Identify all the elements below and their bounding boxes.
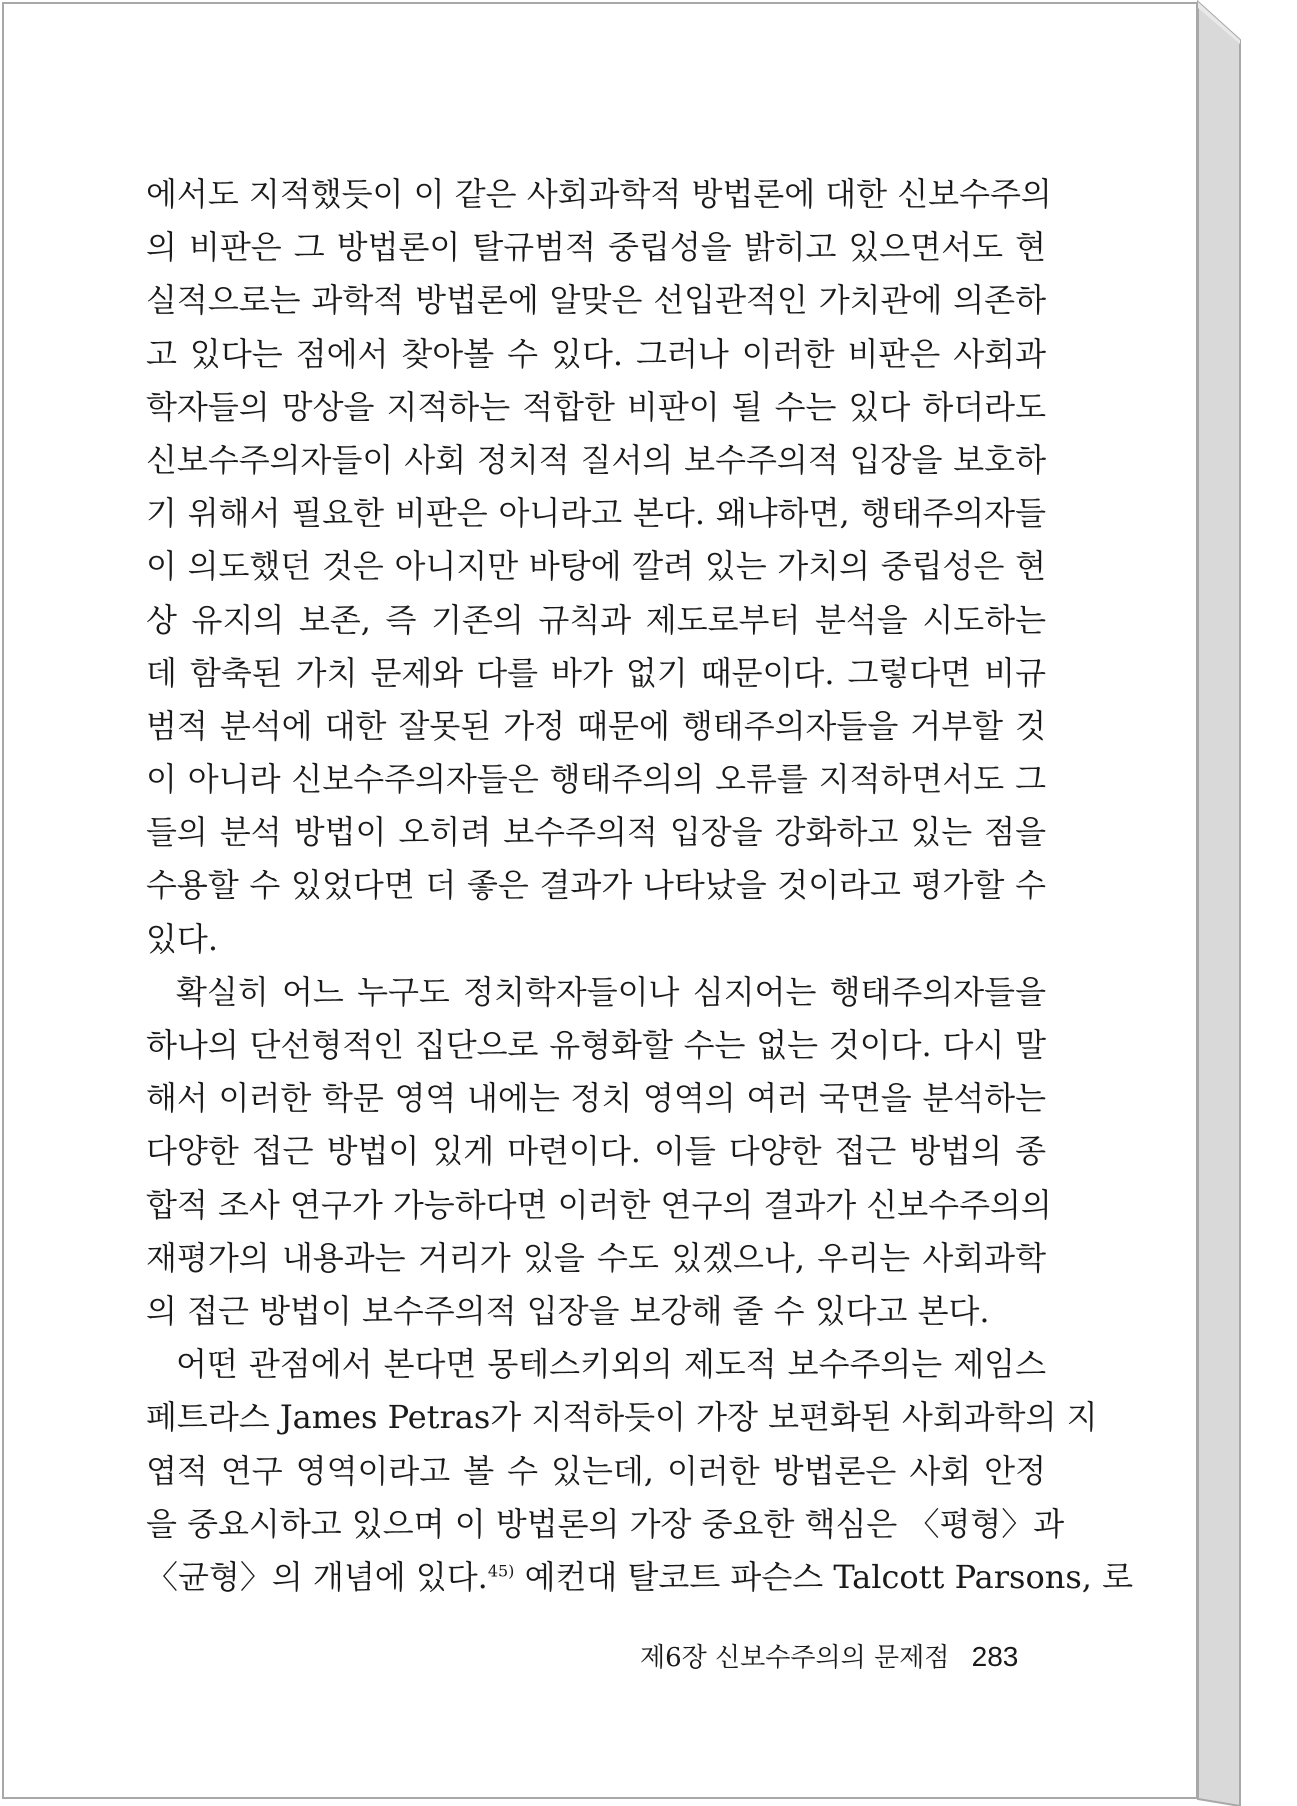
footnote-marker: 45) bbox=[487, 1561, 515, 1581]
text-line: 하나의 단선형적인 집단으로 유형화할 수는 없는 것이다. 다시 말 bbox=[146, 1026, 1046, 1064]
text-line: 합적 조사 연구가 가능하다면 이러한 연구의 결과가 신보수주의의 bbox=[146, 1185, 1052, 1224]
text-line: 이 아니라 신보수주의자들은 행태주의의 오류를 지적하면서도 그 bbox=[146, 760, 1046, 799]
text-line: 들의 분석 방법이 오히려 보수주의적 입장을 강화하고 있는 점을 bbox=[146, 813, 1046, 852]
text-line: 실적으로는 과학적 방법론에 알맞은 선입관적인 가치관에 의존하 bbox=[146, 281, 1046, 320]
body-text bbox=[146, 168, 1134, 1604]
page-number: 283 bbox=[971, 1641, 1019, 1672]
paragraph-start-line: 확실히 어느 누구도 정치학자들이나 심지어는 행태주의자들을 bbox=[176, 972, 1046, 1011]
running-footer bbox=[640, 1637, 1020, 1674]
text-line: 범적 분석에 대한 잘못된 가정 때문에 행태주의자들을 거부할 것 bbox=[146, 706, 1046, 745]
text-line: 을 중요시하고 있으며 이 방법론의 가장 중요한 핵심은 〈평형〉과 bbox=[146, 1504, 1065, 1543]
paragraph-start-line: 어떤 관점에서 본다면 몽테스키외의 제도적 보수주의는 제임스 bbox=[176, 1345, 1046, 1384]
text-line: 의 접근 방법이 보수주의적 입장을 보강해 줄 수 있다고 본다. bbox=[146, 1291, 990, 1330]
text-line: 의 비판은 그 방법론이 탈규범적 중립성을 밝히고 있으면서도 현 bbox=[146, 228, 1046, 267]
text-line: 데 함축된 가치 문제와 다를 바가 없기 때문이다. 그렇다면 비규 bbox=[146, 653, 1046, 692]
text-line: 학자들의 망상을 지적하는 적합한 비판이 될 수는 있다 하더라도 bbox=[146, 387, 1046, 426]
text-line: 다양한 접근 방법이 있게 마련이다. 이들 다양한 접근 방법의 종 bbox=[146, 1132, 1046, 1171]
text-line: 기 위해서 필요한 비판은 아니라고 본다. 왜냐하면, 행태주의자들 bbox=[146, 494, 1046, 533]
text-line: 고 있다는 점에서 찾아볼 수 있다. 그러나 이러한 비판은 사회과 bbox=[146, 334, 1046, 373]
text-line: 에서도 지적했듯이 이 같은 사회과학적 방법론에 대한 신보수주의 bbox=[146, 175, 1052, 213]
text-line: 재평가의 내용과는 거리가 있을 수도 있겠으나, 우리는 사회과학 bbox=[146, 1238, 1046, 1277]
text-line: 페트라스 James Petras가 지적하듯이 가장 보편화된 사회과학의 지 bbox=[146, 1398, 1098, 1437]
text-segment: 〈균형〉의 개념에 있다. bbox=[146, 1557, 488, 1596]
text-line-with-footnote bbox=[146, 1551, 1134, 1604]
text-segment: 예컨대 탈코트 파슨스 Talcott Parsons, 로 bbox=[514, 1557, 1134, 1596]
text-line: 해서 이러한 학문 영역 내에는 정치 영역의 여러 국면을 분석하는 bbox=[146, 1079, 1046, 1118]
text-line: 상 유지의 보존, 즉 기존의 규칙과 제도로부터 분석을 시도하는 bbox=[146, 600, 1046, 639]
chapter-title: 제6장 신보수주의의 문제점 bbox=[640, 1643, 950, 1673]
text-line: 있다. bbox=[146, 919, 218, 958]
text-line: 엽적 연구 영역이라고 볼 수 있는데, 이러한 방법론은 사회 안정 bbox=[146, 1451, 1046, 1490]
text-line: 신보수주의자들이 사회 정치적 질서의 보수주의적 입장을 보호하 bbox=[146, 440, 1046, 479]
text-line: 이 의도했던 것은 아니지만 바탕에 깔려 있는 가치의 중립성은 현 bbox=[146, 547, 1046, 586]
text-line: 수용할 수 있었다면 더 좋은 결과가 나타났을 것이라고 평가할 수 bbox=[146, 866, 1046, 905]
